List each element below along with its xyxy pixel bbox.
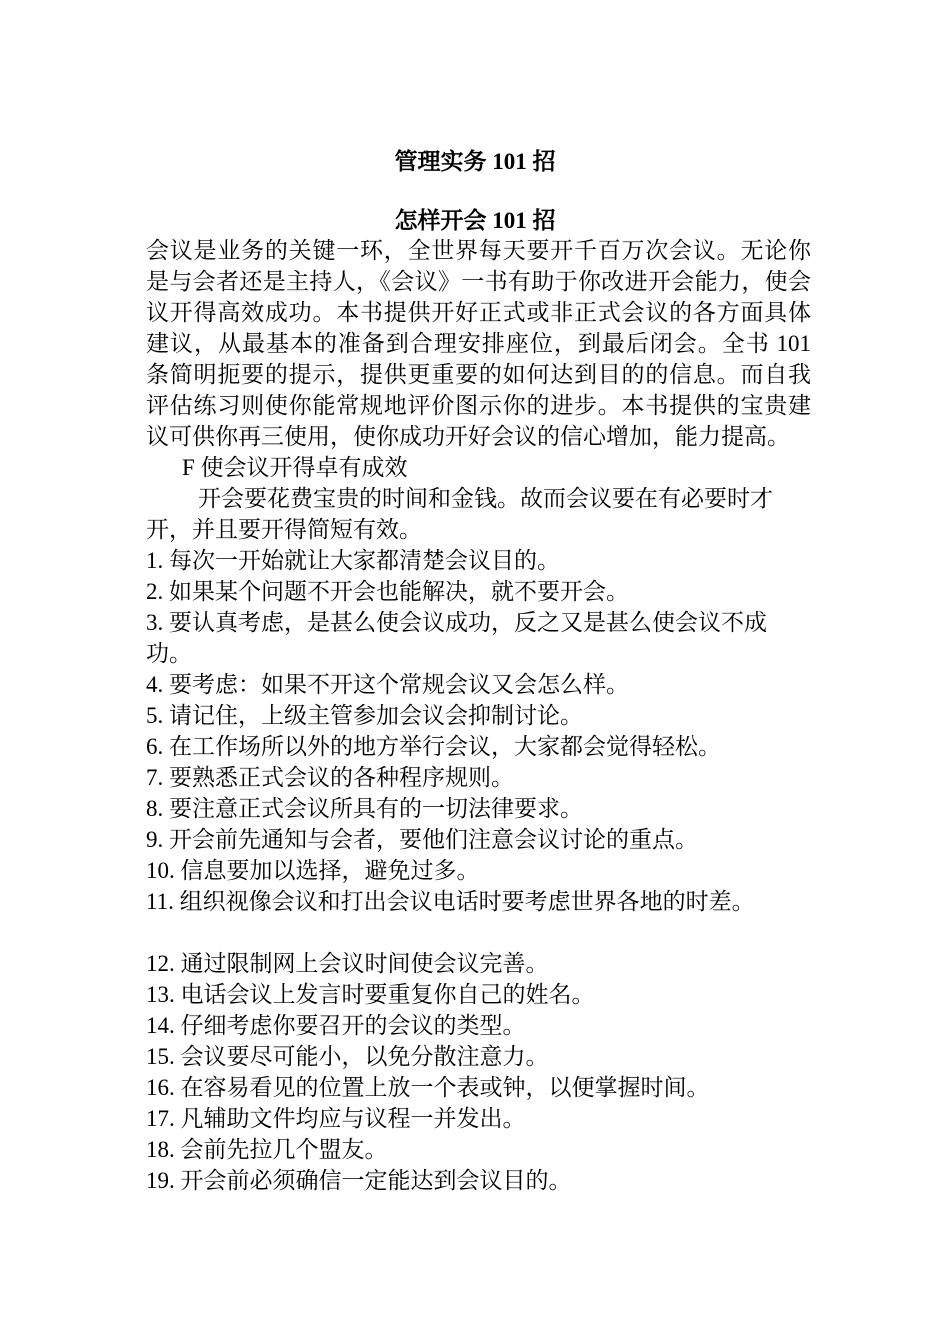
document-subtitle: 怎样开会 101 招: [394, 208, 556, 233]
tip-text: 在工作场所以外的地方举行会议，大家都会觉得轻松。: [169, 734, 721, 759]
tip-text: 电话会议上发言时要重复你自己的姓名。: [180, 982, 595, 1007]
tip-number: 8.: [146, 796, 164, 821]
tip-number: 9.: [146, 827, 164, 852]
tip-number: 1.: [146, 548, 164, 573]
tip-number: 14.: [146, 1013, 175, 1038]
tip-item: [146, 669, 836, 700]
tip-number: 12.: [146, 951, 175, 976]
tip-number: 3.: [146, 610, 164, 635]
tip-item: [146, 824, 836, 855]
tip-item: [146, 886, 836, 917]
tip-text: 请记住，上级主管参加会议会抑制讨论。: [169, 703, 583, 728]
tip-text: 如果某个问题不开会也能解决，就不要开会。: [169, 579, 629, 604]
tip-item: [146, 576, 836, 607]
tip-item: [146, 793, 836, 824]
tip-text: 组织视像会议和打出会议电话时要考虑世界各地的时差。: [179, 889, 755, 914]
tip-text: 信息要加以选择，避免过多。: [180, 858, 480, 883]
tip-text: 会前先拉几个盟友。: [180, 1137, 388, 1162]
tip-item: [146, 1134, 836, 1165]
tip-number: 13.: [146, 982, 175, 1007]
tip-number: 10.: [146, 858, 175, 883]
tip-text: 会议要尽可能小，以免分散注意力。: [180, 1044, 549, 1069]
tip-text: 仔细考虑你要召开的会议的类型。: [180, 1013, 526, 1038]
section-heading: F 使会议开得卓有成效: [182, 455, 408, 480]
tip-text: 开会前先通知与会者，要他们注意会议讨论的重点。: [169, 827, 698, 852]
tip-item: [146, 855, 836, 886]
tip-text: 每次一开始就让大家都清楚会议目的。: [169, 548, 560, 573]
section-paragraph: 开会要花费宝贵的时间和金钱。故而会议要在有必要时才开，并且要开得简短有效。: [146, 486, 773, 542]
tips-list: [146, 545, 836, 1196]
tip-number: 17.: [146, 1106, 175, 1131]
tip-item: [146, 1041, 836, 1072]
document-title: 管理实务 101 招: [394, 149, 556, 174]
intro-paragraph: 会议是业务的关键一环，全世界每天要开千百万次会议。无论你是与会者还是主持人，《会议》一书有助于你改进开会能力，使会议开得高效成功。本书提供开好正式或非正式会议的各方面具体建议，从最基本的准备到合理安排座位，到最后闭会。全书 101 条简明扼要的提示，提供更重要的如何达到目的的信息。而自我评估练习则使你能常规地评价图示你的进步。本书提供的宝贵建议可供你再三使用，使你成功开好会议的信心增加，能力提高。: [146, 238, 811, 449]
tip-number: 5.: [146, 703, 164, 728]
tip-text: 开会前必须确信一定能达到会议目的。: [180, 1168, 572, 1193]
tip-text: 凡辅助文件均应与议程一并发出。: [180, 1106, 526, 1131]
tip-number: 11.: [146, 889, 174, 914]
tip-item: [146, 1165, 836, 1196]
tip-text: 要认真考虑，是甚么使会议成功，反之又是甚么使会议不成功。: [146, 610, 767, 666]
tip-number: 19.: [146, 1168, 175, 1193]
tip-number: 16.: [146, 1075, 175, 1100]
tip-number: 7.: [146, 765, 164, 790]
document-body: [146, 235, 836, 1196]
tip-text: 在容易看见的位置上放一个表或钟，以便掌握时间。: [180, 1075, 710, 1100]
tip-text: 要考虑：如果不开这个常规会议又会怎么样。: [169, 672, 629, 697]
tip-item: [146, 1072, 836, 1103]
tip-text: 通过限制网上会议时间使会议完善。: [180, 951, 549, 976]
tip-number: 2.: [146, 579, 164, 604]
tip-item: [146, 1010, 836, 1041]
tip-item: [146, 979, 836, 1010]
tip-item: [146, 1103, 836, 1134]
tip-text: 要熟悉正式会议的各种程序规则。: [169, 765, 514, 790]
tip-item: [146, 607, 811, 669]
tip-item: [146, 948, 836, 979]
tip-item: [146, 700, 836, 731]
tip-number: 18.: [146, 1137, 175, 1162]
tip-item: [146, 731, 836, 762]
tip-number: 4.: [146, 672, 164, 697]
tip-text: 要注意正式会议所具有的一切法律要求。: [169, 796, 583, 821]
tip-number: 6.: [146, 734, 164, 759]
tip-item: [146, 545, 836, 576]
tip-number: 15.: [146, 1044, 175, 1069]
tip-item: [146, 762, 836, 793]
